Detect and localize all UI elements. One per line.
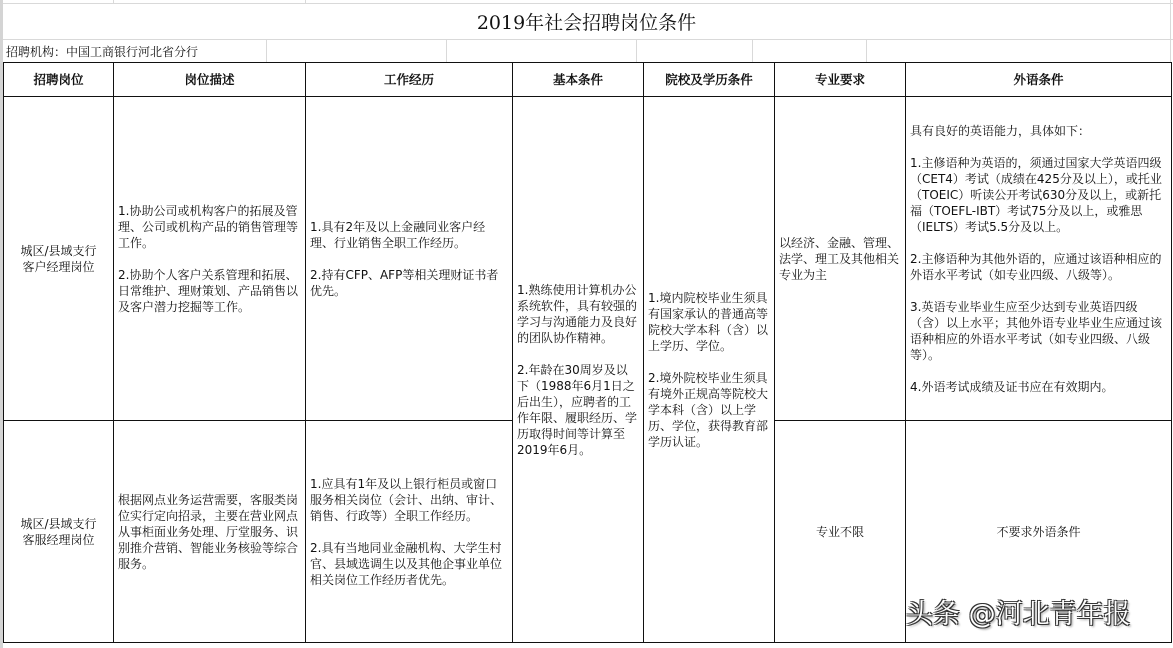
experience-item: 1.具有2年及以上金融同业客户经理、行业销售全职工作经历。 [310,219,486,250]
position-line: 城区/县域支行 [20,516,97,531]
gridline [266,40,267,62]
watermark-text: 头条 @河北青年报 [906,599,1131,630]
position-cell[interactable] [4,421,114,643]
major-cell[interactable] [775,421,906,643]
basic-item: 2.年龄在30周岁及以下（1988年6月1日之后出生），应聘者的工作年限、履职经历、学历取得时间等计算至2019年6月。 [517,362,638,457]
gridline [446,40,447,62]
header-experience[interactable]: 工作经历 [306,63,513,97]
experience-item: 1.应具有1年及以上银行柜员或窗口服务相关岗位（会计、出纳、审计、销售、行政等）全职工作经历。 [310,476,503,523]
gridline [1170,0,1171,62]
description-item: 根据网点业务运营需要，客服类岗位实行定向招录，主要在营业网点从事柜面业务处理、厅堂服务、识别推介营销、智能业务核验等综合服务。 [118,492,299,571]
position-line: 客户经理岗位 [22,259,95,274]
language-item: 3.英语专业毕业生应至少达到专业英语四级（含）以上水平；其他外语专业毕业生应通过该语种相应的外语水平考试（如专业四级、八级等）。 [910,299,1163,362]
description-item: 1.协助公司或机构客户的拓展及管理、公司或机构产品的销售管理等工作。 [118,203,299,250]
education-cell[interactable] [644,97,775,643]
header-major[interactable]: 专业要求 [775,63,906,97]
experience-cell[interactable] [306,97,513,421]
major-text: 专业不限 [815,524,864,539]
language-item: 4.外语考试成绩及证书应在有效期内。 [910,379,1114,394]
sheet-title[interactable]: 2019年社会招聘岗位条件 [476,12,697,34]
gridline [866,40,867,62]
education-item: 1.境内院校毕业生须具有国家承认的普通高等院校大学本科（含）以上学历、学位。 [648,290,769,353]
position-cell[interactable] [4,97,114,421]
language-item: 不要求外语条件 [996,524,1081,539]
major-cell[interactable] [775,97,906,421]
major-text: 以经济、金融、管理、法学、理工及其他相关专业为主 [779,235,900,282]
language-item: 具有良好的英语能力，具体如下： [910,123,1091,138]
experience-item: 2.持有CFP、AFP等相关理财证书者优先。 [310,267,499,298]
position-line: 客服经理岗位 [22,532,95,547]
header-basic[interactable]: 基本条件 [513,63,644,97]
table-row [4,97,1172,421]
description-item: 2.协助个人客户关系管理和拓展、日常维护、理财策划、产品销售以及客户潜力挖掘等工作。 [118,267,299,314]
header-description[interactable]: 岗位描述 [114,63,306,97]
basic-conditions-cell[interactable] [513,97,644,643]
language-item: 1.主修语种为英语的，须通过国家大学英语四级（CET4）考试（成绩在425分及以上），或托业（TOEIC）听读公开考试630分及以上，或新托福（TOEFL-IBT）考试75分及以上，或雅思（IELTS）考试5.5分及以上。 [910,155,1162,234]
gridline [752,40,753,62]
header-position[interactable]: 招聘岗位 [4,63,114,97]
requirements-table [3,62,1172,643]
description-cell[interactable] [114,421,306,643]
position-line: 城区/县域支行 [20,243,97,258]
experience-cell[interactable] [306,421,513,643]
basic-item: 1.熟练使用计算机办公系统软件，具有较强的学习与沟通能力及良好的团队协作精神。 [517,282,638,345]
header-education[interactable]: 院校及学历条件 [644,63,775,97]
header-language[interactable]: 外语条件 [906,63,1172,97]
language-cell[interactable] [906,97,1172,421]
description-cell[interactable] [114,97,306,421]
gridline [636,40,637,62]
header-row [4,63,1172,97]
experience-item: 2.具有当地同业金融机构、大学生村官、县域选调生以及其他企事业单位相关岗位工作经历者优先。 [310,540,503,587]
recruiting-org[interactable]: 招聘机构：中国工商银行河北省分行 [6,44,199,59]
language-item: 2.主修语种为其他外语的，应通过该语种相应的外语水平考试（如专业四级、八级等）。 [910,251,1162,282]
education-item: 2.境外院校毕业生须具有境外正规高等院校大学本科（含）以上学历、学位，获得教育部学历认证。 [648,370,769,449]
